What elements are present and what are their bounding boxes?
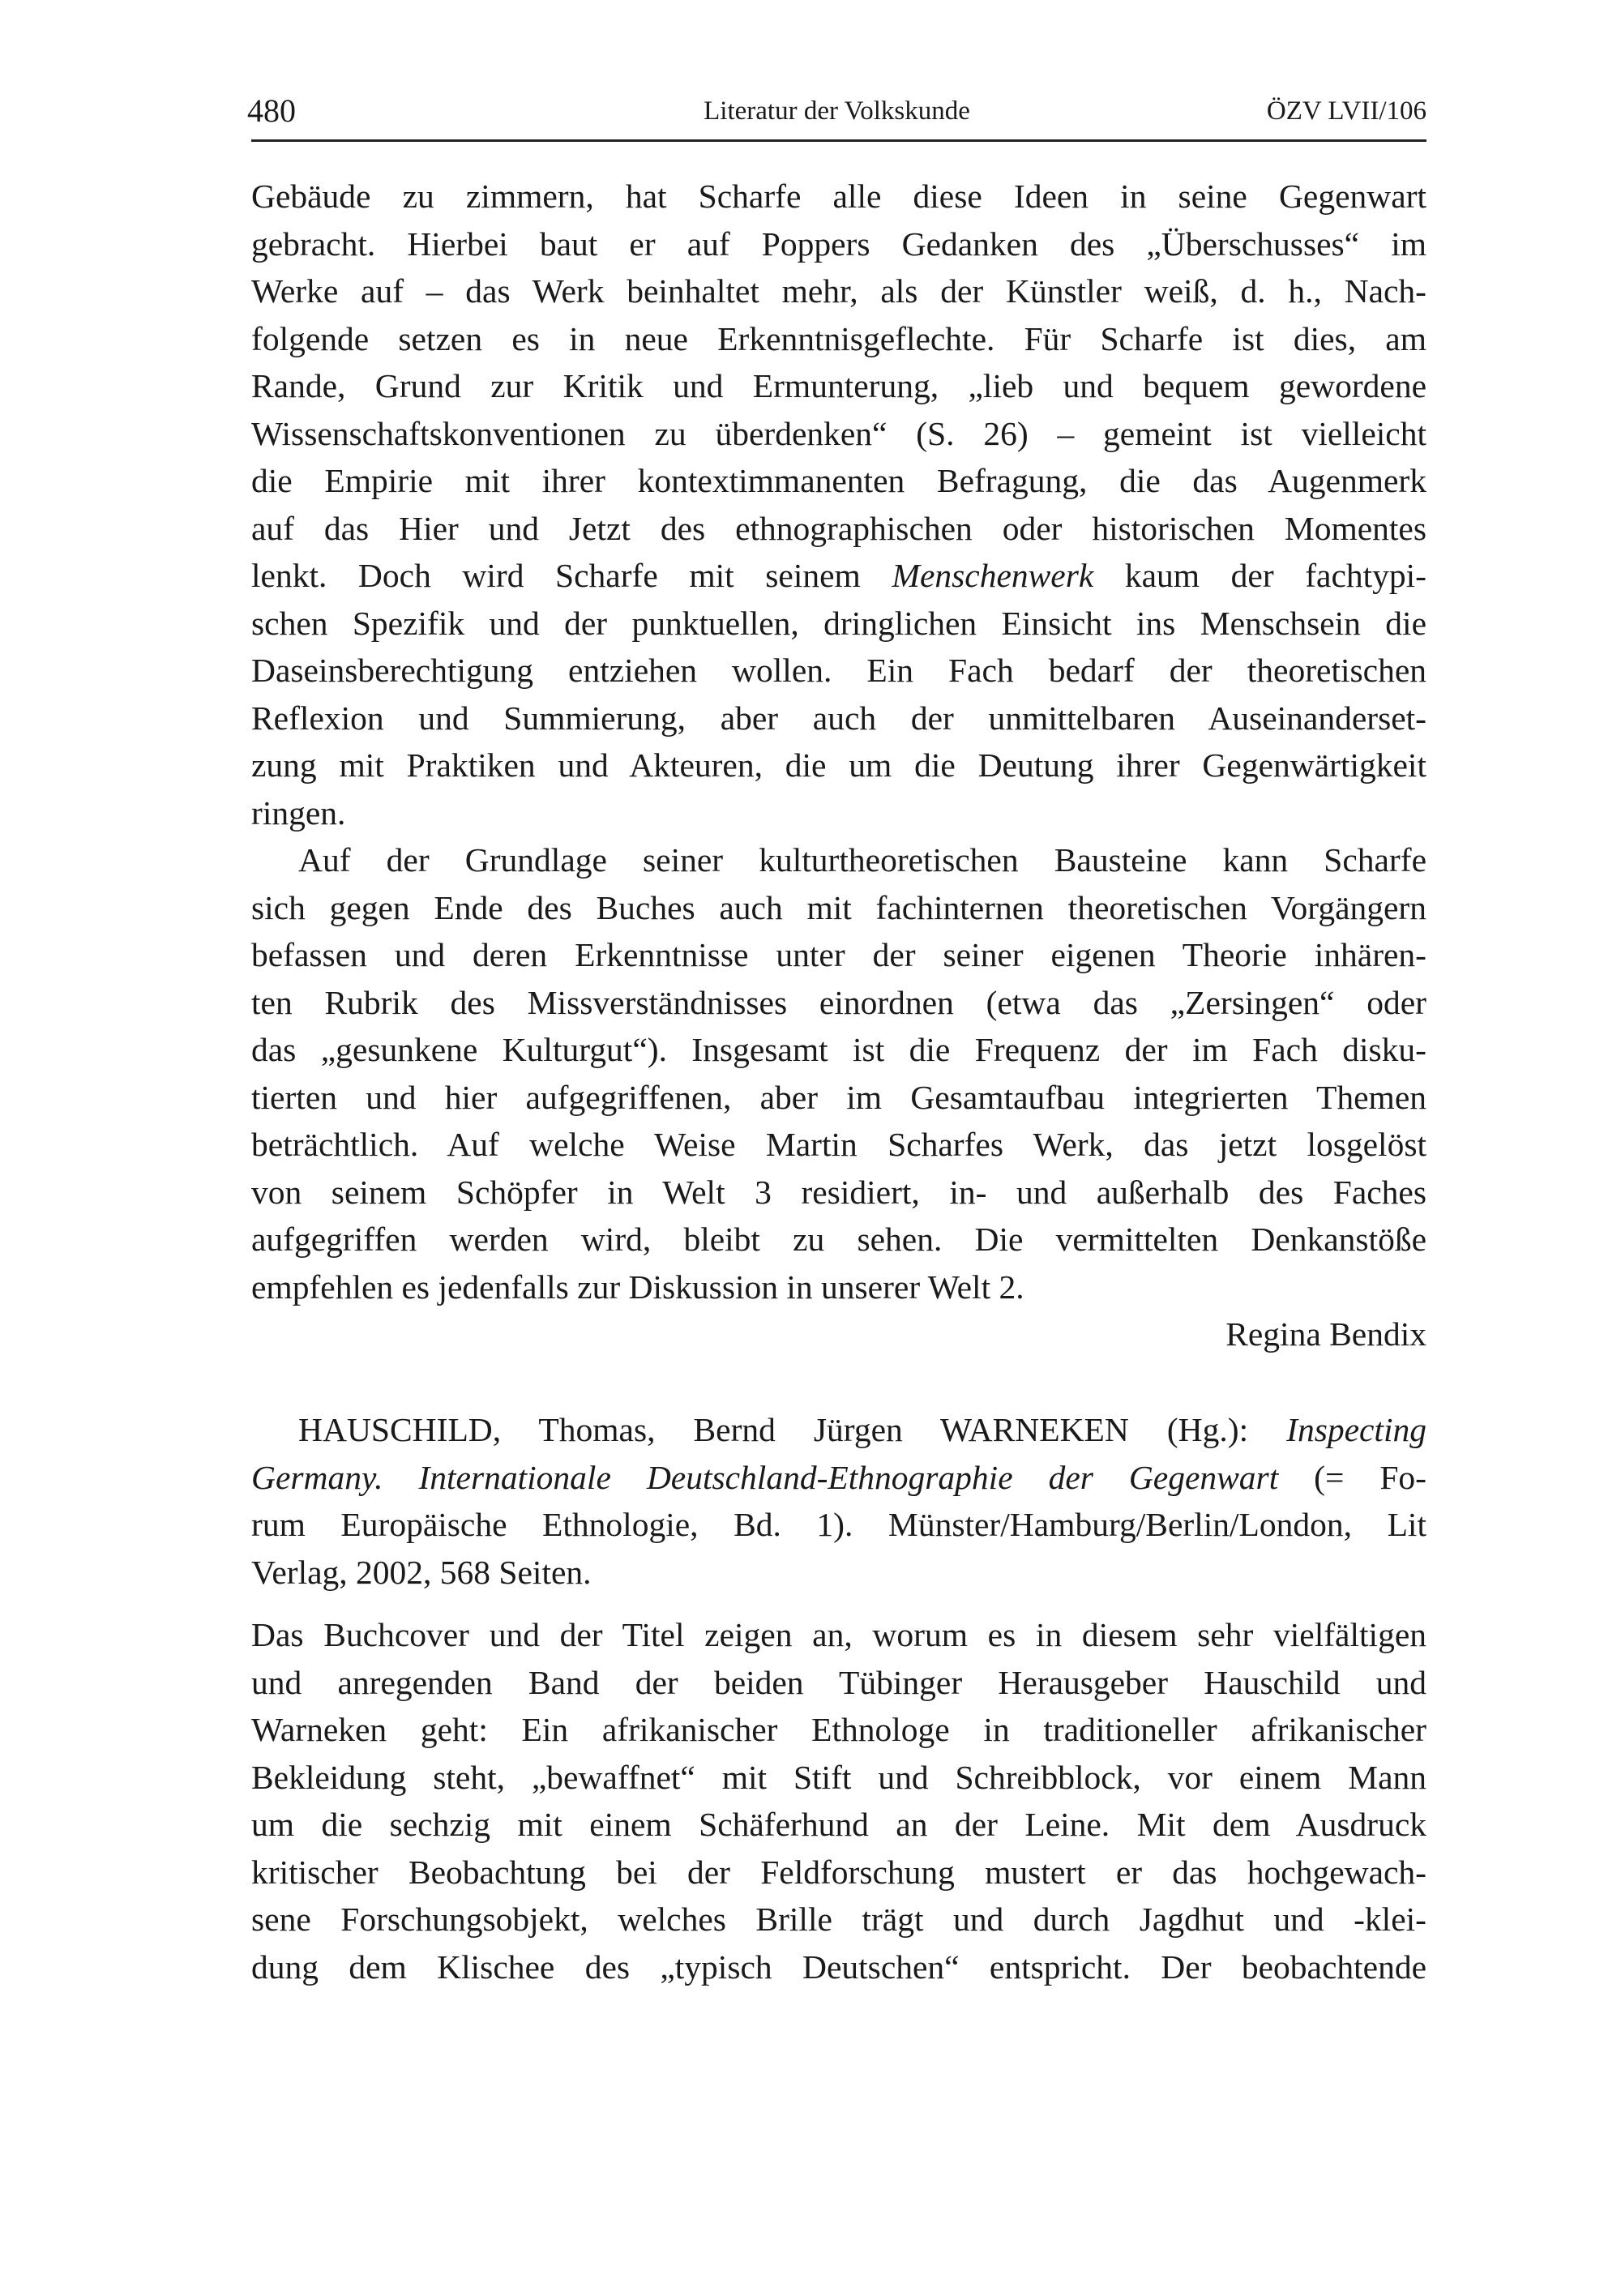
text-segment: lenkt. Doch wird Scharfe mit seinem bbox=[251, 557, 892, 594]
text-line: Das Buchcover und der Titel zeigen an, worum es in diesem sehr vielfältigen bbox=[251, 1616, 1426, 1653]
text-line: Bekleidung steht, „bewaffnet“ mit Stift und Schreibblock, vor einem Mann bbox=[251, 1758, 1426, 1796]
header-rule bbox=[251, 139, 1426, 142]
text-line bbox=[251, 1406, 1426, 1454]
text-line: beträchtlich. Auf welche Weise Martin Scharfes Werk, das jetzt losgelöst bbox=[251, 1126, 1426, 1163]
text-line: empfehlen es jedenfalls zur Diskussion in unserer Welt 2. bbox=[251, 1268, 1024, 1306]
text-line: um die sechzig mit einem Schäferhund an der Leine. Mit dem Ausdruck bbox=[251, 1806, 1426, 1843]
text-line: Daseinsberechtigung entziehen wollen. Ein Fach bedarf der theoretischen bbox=[251, 652, 1426, 689]
text-line: ringen. bbox=[251, 793, 346, 832]
text-line: auf das Hier und Jetzt des ethnographischen oder historischen Momentes bbox=[251, 509, 1426, 547]
review-author: Regina Bendix bbox=[1225, 1315, 1426, 1353]
text-line: schen Spezifik und der punktuellen, dringlichen Einsicht ins Menschsein die bbox=[251, 604, 1426, 642]
text-line: Reflexion und Summierung, aber auch der unmittelbaren Auseinanderset- bbox=[251, 699, 1426, 737]
review-1-body bbox=[251, 173, 1426, 1358]
text-line: Wissenschaftskonventionen zu überdenken“ (S. 26) – gemeint ist vielleicht bbox=[251, 414, 1426, 452]
text-line: ten Rubrik des Missverständnisses einordnen (etwa das „Zersingen“ oder bbox=[251, 983, 1426, 1021]
text-line bbox=[251, 1454, 1426, 1502]
text-line: dung dem Klischee des „typisch Deutschen“ entspricht. Der beobachtende bbox=[251, 1948, 1426, 1986]
text-line: kritischer Beobachtung bei der Feldforschung mustert er das hochgewach- bbox=[251, 1853, 1426, 1891]
series-info: (= Fo- bbox=[1278, 1458, 1426, 1496]
text-line: Gebäude zu zimmern, hat Scharfe alle diese Ideen in seine Gegenwart bbox=[251, 177, 1426, 215]
text-line: Verlag, 2002, 568 Seiten. bbox=[251, 1553, 592, 1591]
book-reference bbox=[251, 1406, 1426, 1596]
italic-title: Menschenwerk bbox=[892, 557, 1094, 594]
text-line: befassen und deren Erkenntnisse unter der seiner eigenen Theorie inhären- bbox=[251, 936, 1426, 973]
text-line: rum Europäische Ethnologie, Bd. 1). Münster/Hamburg/Berlin/London, Lit bbox=[251, 1506, 1426, 1543]
text-line: aufgegriffen werden wird, bleibt zu sehen. Die vermittelten Denkanstöße bbox=[251, 1221, 1426, 1258]
text-line: und anregenden Band der beiden Tübinger Herausgeber Hauschild und bbox=[251, 1663, 1426, 1701]
text-line: das „gesunkene Kulturgut“). Insgesamt ist die Frequenz der im Fach disku- bbox=[251, 1031, 1426, 1068]
text-line: die Empirie mit ihrer kontextimmanenten Befragung, die das Augenmerk bbox=[251, 462, 1426, 499]
text-line bbox=[251, 552, 1426, 600]
text-line: von seinem Schöpfer in Welt 3 residiert, in- und außerhalb des Faches bbox=[251, 1173, 1426, 1211]
book-title: Germany. Internationale Deutschland-Ethnographie der Gegenwart bbox=[251, 1458, 1279, 1496]
text-segment: kaum der fachtypi- bbox=[1093, 557, 1426, 594]
journal-issue: ÖZV LVII/106 bbox=[1266, 96, 1426, 126]
text-line: Auf der Grundlage seiner kulturtheoretischen Bausteine kann Scharfe bbox=[298, 841, 1426, 879]
text-line: zung mit Praktiken und Akteuren, die um die Deutung ihrer Gegenwärtigkeit bbox=[251, 746, 1426, 784]
book-title: Inspecting bbox=[1286, 1411, 1426, 1448]
text-line: Rande, Grund zur Kritik und Ermunterung, „lieb und bequem gewordene bbox=[251, 367, 1426, 404]
review-2-body bbox=[251, 1611, 1426, 1990]
book-authors: HAUSCHILD, Thomas, Bernd Jürgen WARNEKEN (Hg.): bbox=[298, 1411, 1287, 1448]
running-title: Literatur der Volkskunde bbox=[704, 96, 970, 126]
text-line: sene Forschungsobjekt, welches Brille trägt und durch Jagdhut und -klei- bbox=[251, 1901, 1426, 1938]
text-line: sich gegen Ende des Buches auch mit fachinternen theoretischen Vorgängern bbox=[251, 888, 1426, 926]
page-header bbox=[247, 91, 1426, 131]
page-number: 480 bbox=[247, 92, 296, 129]
text-line: Warneken geht: Ein afrikanischer Ethnologe in traditioneller afrikanischer bbox=[251, 1711, 1426, 1748]
text-line: gebracht. Hierbei baut er auf Poppers Gedanken des „Überschusses“ im bbox=[251, 224, 1426, 263]
text-line: Werke auf – das Werk beinhaltet mehr, als der Künstler weiß, d. h., Nach- bbox=[251, 272, 1426, 310]
text-line: tierten und hier aufgegriffenen, aber im Gesamtaufbau integrierten Themen bbox=[251, 1078, 1426, 1116]
text-line: folgende setzen es in neue Erkenntnisgeflechte. Für Scharfe ist dies, am bbox=[251, 319, 1426, 357]
